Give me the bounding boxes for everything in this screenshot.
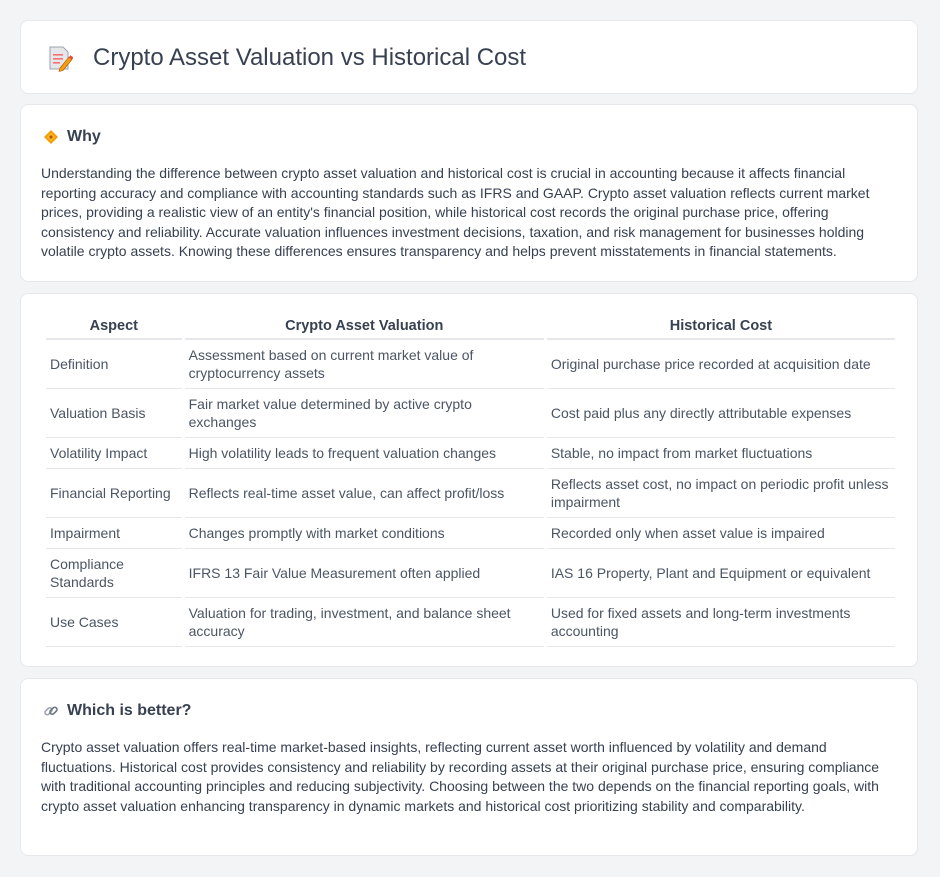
cell-crypto: IFRS 13 Fair Value Measurement often applied (185, 549, 544, 598)
cell-crypto: Assessment based on current market value of cryptocurrency assets (185, 340, 544, 389)
cell-aspect: Valuation Basis (46, 389, 182, 438)
header-historical-cost: Historical Cost (547, 314, 895, 340)
cell-aspect: Financial Reporting (46, 469, 182, 518)
table-row (46, 340, 895, 389)
table-header-row (46, 314, 895, 340)
table-row (46, 438, 895, 469)
cell-historical: Original purchase price recorded at acquisition date (547, 340, 895, 389)
title-card (20, 20, 918, 94)
better-text: Crypto asset valuation offers real-time market-based insights, reflecting current asset worth influenced by volatility and demand fluctuations. Historical cost provides consistency and reliability by recording assets at their original purchase price, ensuring compliance with traditional accounting principles and reducing subjectivity. Choosing between the two depends on the financial reporting goals, with crypto asset valuation enhancing transparency in dynamic markets and historical cost prioritizing stability and comparability. (41, 739, 880, 814)
better-header (43, 701, 191, 721)
cell-aspect: Definition (46, 340, 182, 389)
better-card (20, 678, 918, 856)
cell-crypto: Valuation for trading, investment, and balance sheet accuracy (185, 598, 544, 647)
cell-aspect: Volatility Impact (46, 438, 182, 469)
table-row (46, 518, 895, 549)
header-crypto-valuation: Crypto Asset Valuation (185, 314, 544, 340)
why-card (20, 104, 918, 282)
link-icon (43, 703, 59, 719)
cell-historical: IAS 16 Property, Plant and Equipment or equivalent (547, 549, 895, 598)
cell-aspect: Compliance Standards (46, 549, 182, 598)
cell-historical: Cost paid plus any directly attributable expenses (547, 389, 895, 438)
table-row (46, 549, 895, 598)
cell-crypto: Reflects real-time asset value, can affect profit/loss (185, 469, 544, 518)
better-title: Which is better? (67, 702, 192, 719)
cell-crypto: Fair market value determined by active crypto exchanges (185, 389, 544, 438)
table-row (46, 598, 895, 647)
title-row (47, 43, 526, 73)
page-title: Crypto Asset Valuation vs Historical Cost (93, 44, 527, 71)
comparison-table (43, 314, 898, 647)
cell-aspect: Use Cases (46, 598, 182, 647)
cell-historical: Stable, no impact from market fluctuations (547, 438, 895, 469)
cell-crypto: Changes promptly with market conditions (185, 518, 544, 549)
table-row (46, 389, 895, 438)
cell-historical: Recorded only when asset value is impaired (547, 518, 895, 549)
header-aspect: Aspect (46, 314, 182, 340)
why-header (43, 127, 101, 147)
document-pen-icon (47, 44, 73, 72)
cell-historical: Used for fixed assets and long-term investments accounting (547, 598, 895, 647)
table-row (46, 469, 895, 518)
cell-historical: Reflects asset cost, no impact on periodic profit unless impairment (547, 469, 895, 518)
why-text: Understanding the difference between crypto asset valuation and historical cost is crucial in accounting because it affects financial reporting accuracy and compliance with accounting standards such as IFRS and GAAP. Crypto asset valuation reflects current market prices, providing a realistic view of an entity's financial position, while historical cost records the original purchase price, offering consistency and reliability. Accurate valuation influences investment decisions, taxation, and risk management for businesses holding volatile crypto assets. Knowing these differences ensures transparency and helps prevent misstatements in financial statements. (41, 165, 870, 260)
cell-aspect: Impairment (46, 518, 182, 549)
diamond-icon (43, 129, 59, 145)
why-title: Why (67, 128, 101, 145)
table-card (20, 293, 918, 667)
cell-crypto: High volatility leads to frequent valuation changes (185, 438, 544, 469)
